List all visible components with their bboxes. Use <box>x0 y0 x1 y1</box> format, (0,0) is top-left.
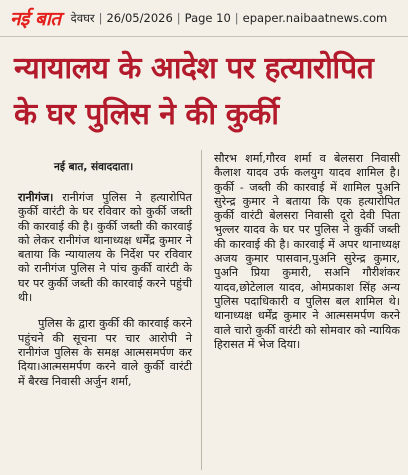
meta-separator: | <box>98 10 103 25</box>
meta-separator: | <box>234 10 239 25</box>
column-divider <box>201 150 202 470</box>
issue-meta <box>71 11 388 26</box>
article-paragraph: सौरभ शर्मा,गौरव शर्मा व बेलसरा निवासी कैलाश यादव उर्फ कलयुग यादव शामिल है।कुर्की - जब्ती की कारवाई में शामिल पुअनि सुरेन्द्र कुमार ने बताया कि एक हत्यारोपित कुर्की वारंटी बेलसरा निवासी दूरो देवी पिता भुल्लर यादव के घर पर पुलिस ने कुर्की जब्ती की कारवाई की है। कारवाई में अपर थानाध्यक्ष अजय कुमार पासवान,पुअनि सुरेन्द्र कुमार, पुअनि प्रिया कुमारी, सअनि गौरीशंकर यादव,छोटेलाल यादव, ओमप्रकाश सिंह अन्य पुलिस पदाधिकारी व पुलिस बल शामिल थे। थानाध्यक्ष धर्मेंद्र कुमार ने आत्मसमर्पण करने वाले चारो कुर्की वारंटी को सोमवार को न्यायिक हिरासत में भेज दिया। <box>214 152 400 351</box>
headline-line-2: के घर पुलिस ने की कुर्की <box>14 97 279 132</box>
article-column-left <box>18 190 192 389</box>
paragraph-text: रानीगंज पुलिस ने हत्यारोपित कुर्की वारंटी के घर रविवार को कुर्की जब्ती की कारवाई की है। कुर्की जब्ती की कारवाई को लेकर रानीगंज थानाध्यक्ष धर्मेंद्र कुमार ने बताया कि न्यायालय के निर्देश पर रविवार को रानीगंज पुलिस ने पांच कुर्की वारंटी के घर पर कुर्की जब्ती की कारवाई करने पहुंची थी। <box>18 191 192 305</box>
newspaper-logo[interactable]: नई बात <box>10 8 61 30</box>
article-credit: नई बात, संवाददाता। <box>54 161 134 173</box>
article-column-right <box>214 152 400 352</box>
issue-date: 26/05/2026 <box>106 10 173 25</box>
site-url[interactable]: epaper.naibaatnews.com <box>242 10 388 25</box>
article-paragraph: पुलिस के द्वारा कुर्की की कारवाई करने पहुंचने की सूचना पर चार आरोपी ने रानीगंज पुलिस के समक्ष आत्मसमर्पण कर दिया।आत्मसमर्पण करने वाले कुर्की वारंटी में बैरख निवासी अर्जुन शर्मा, <box>18 317 192 388</box>
masthead <box>0 0 408 37</box>
article-headline <box>14 46 398 138</box>
meta-separator: | <box>176 10 181 25</box>
page-number: Page 10 <box>184 10 231 25</box>
headline-line-1: न्यायालय के आदेश पर हत्यारोपित <box>14 51 374 86</box>
dateline: रानीगंज। <box>18 190 54 204</box>
article-paragraph <box>18 190 192 305</box>
edition-city: देवघर <box>70 10 95 25</box>
